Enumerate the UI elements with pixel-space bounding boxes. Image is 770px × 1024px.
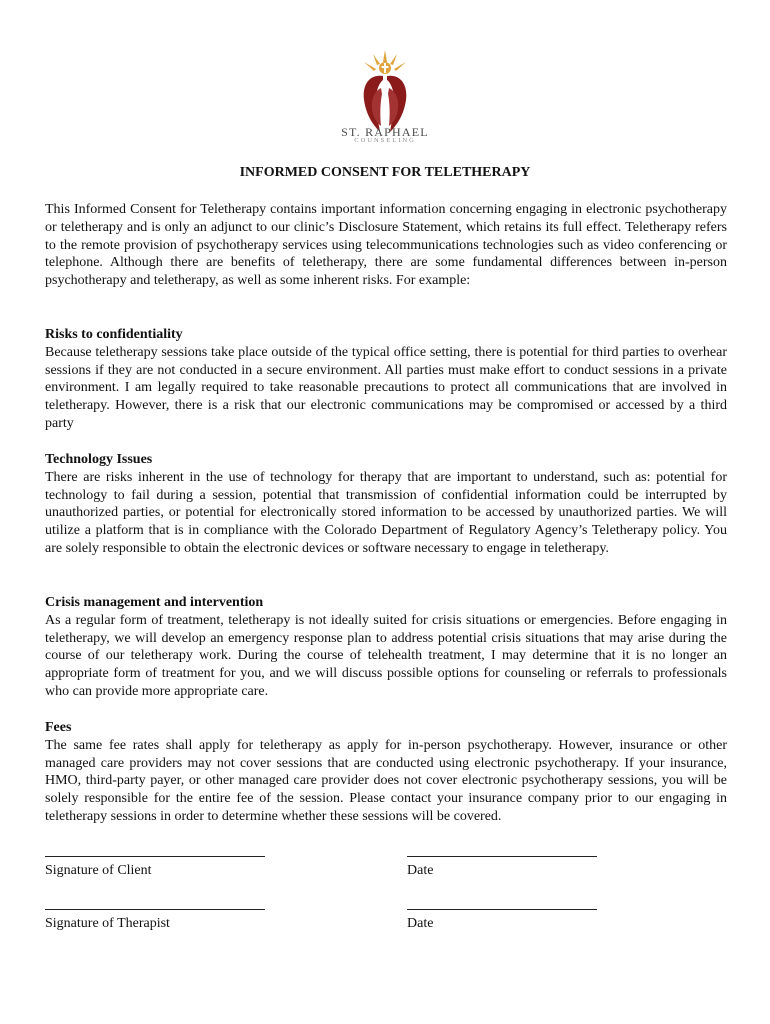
date-line: [407, 856, 597, 857]
section-confidentiality: [45, 326, 727, 433]
section-heading: Technology Issues: [45, 452, 153, 467]
client-signature-field[interactable]: [45, 856, 265, 879]
intro-text: This Informed Consent for Teletherapy contains important information concerning engaging in electronic psychotherapy or teletherapy and is only an adjunct to our clinic’s Disclosure Statement, which retains its full effect. Teletherapy refers to the remote provision of psychotherapy services using telecommunications technologies such as video conferencing or telephone. Although there are benefits of teletherapy, there are some fundamental differences between in-person psychotherapy and teletherapy, as well as some inherent risks. For example:: [45, 202, 727, 289]
signature-line: [45, 856, 265, 857]
section-technology: [45, 451, 727, 558]
date-line: [407, 909, 597, 910]
therapist-date-field[interactable]: [407, 909, 597, 932]
section-crisis: [45, 594, 727, 701]
therapist-signature-label: Signature of Therapist: [45, 916, 170, 931]
section-heading: Fees: [45, 720, 72, 735]
section-text: There are risks inherent in the use of technology for therapy that are important to understand, such as: potential for technology to fail during a session, potential that transmission of confidential information could be interrupted by unauthorized parties, or potential for electronically stored information to be accessed by unauthorized parties. We will utilize a platform that is in compliance with the Colorado Department of Regulatory Agency’s Teletherapy policy. You are solely responsible to obtain the electronic devices or software necessary to engage in teletherapy.: [45, 469, 727, 556]
therapist-date-label: Date: [407, 916, 434, 931]
document-title: INFORMED CONSENT FOR TELETHERAPY: [239, 165, 531, 180]
client-signature-label: Signature of Client: [45, 863, 152, 878]
section-heading: Crisis management and intervention: [45, 595, 264, 610]
section-fees: [45, 719, 727, 826]
section-text: The same fee rates shall apply for teletherapy as apply for in-person psychotherapy. However, insurance or other managed care providers may not cover sessions that are conducted using electronic psychotherapy. If your insurance, HMO, third-party payer, or other managed care provider does not cover electronic psychotherapy sessions, you will be solely responsible for the entire fee of the session. Please contact your insurance company prior to our engaging in teletherapy sessions in order to determine whether these sessions will be covered.: [45, 737, 727, 824]
logo-name: ST. RAPHAEL: [341, 125, 429, 139]
signature-line: [45, 909, 265, 910]
section-text: Because teletherapy sessions take place outside of the typical office setting, there is potential for third parties to overhear sessions if they are not conducted in a secure environment. All parties must make effort to conduct sessions in a private environment. I am legally required to take reasonable precautions to protect all communications that are involved in teletherapy. However, there is a risk that our electronic communications may be compromised or accessed by a third party: [45, 344, 727, 431]
therapist-signature-field[interactable]: [45, 909, 265, 932]
intro-paragraph: [45, 201, 727, 290]
section-heading: Risks to confidentiality: [45, 327, 183, 342]
angel-wings-icon: [364, 76, 407, 132]
client-date-label: Date: [407, 863, 434, 878]
section-text: As a regular form of treatment, teletherapy is not ideally suited for crisis situations or emergencies. Before engaging in teletherapy, we will develop an emergency response plan to address potential crisis situations that may arise during the course of our teletherapy work. During the course of telehealth treatment, I may determine that it is no longer an appropriate form of treatment for you, and we will discuss possible options for counseling or referrals to professionals who can provide more appropriate care.: [45, 612, 727, 699]
client-date-field[interactable]: [407, 856, 597, 879]
logo-subname: COUNSELING: [354, 137, 416, 144]
